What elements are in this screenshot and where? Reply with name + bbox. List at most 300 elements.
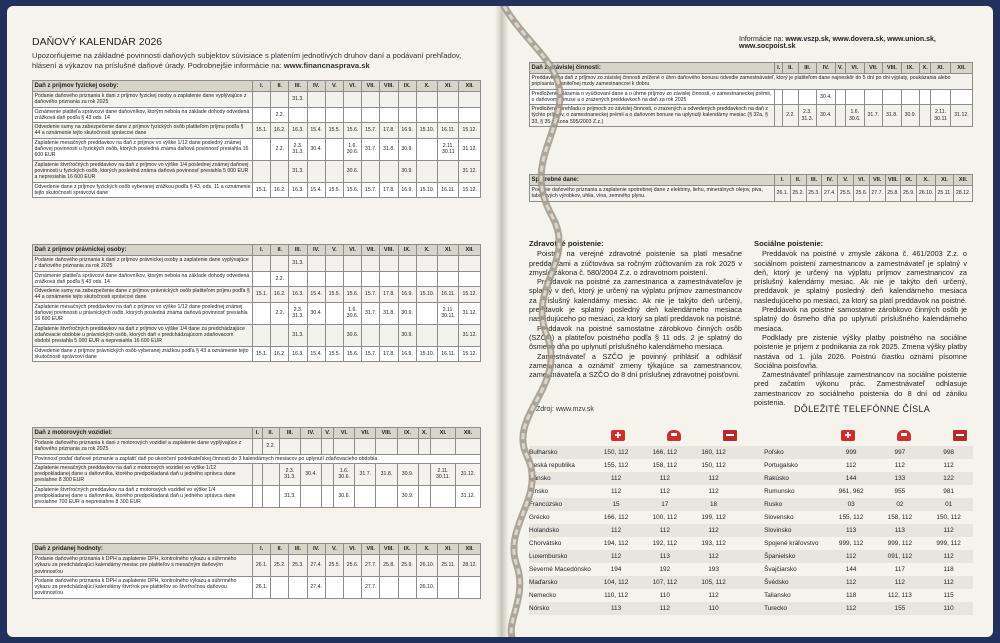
date-cell xyxy=(416,271,438,287)
date-cell: 15.1. xyxy=(253,287,271,303)
intro-link[interactable]: www.financnasprava.sk xyxy=(283,60,370,70)
phone-number: 133 xyxy=(894,475,906,482)
country-name: Chorvátsko xyxy=(529,540,562,547)
row-description: Oznámenie platiteľa správcovi dane daňovníkov, ktorým nebola na základe dohody odvedená zrážková daň podľa § 43 ods. 14 xyxy=(33,271,253,287)
date-cell xyxy=(253,160,271,182)
date-cell xyxy=(380,271,398,287)
month-header: I. xyxy=(775,63,783,74)
date-cell xyxy=(362,256,380,272)
date-cell: 25.8. xyxy=(380,555,398,577)
phone-row xyxy=(529,472,973,485)
date-cell: 2.3. 31.3. xyxy=(798,105,817,127)
phone-number: 01 xyxy=(945,501,953,508)
date-cell: 1.6. 30.6. xyxy=(343,302,361,324)
date-cell xyxy=(418,463,431,485)
month-header: IV. xyxy=(307,544,325,555)
row-span-text: Povinnosť podať daňové priznanie a zaplatiť daň po ukončení podnikateľskej činnosti do 3 kalendárnych mesiacov po uplynutí zdaňovacieho obdobia xyxy=(33,454,481,463)
table-row xyxy=(33,182,481,198)
date-cell: 26.10. xyxy=(416,555,438,577)
section-heading: Daň z príjmov právnickej osoby: xyxy=(33,245,253,256)
month-header: III. xyxy=(806,175,822,186)
date-cell xyxy=(416,302,438,324)
date-cell xyxy=(416,107,438,123)
country-name: Portugalsko xyxy=(764,462,798,469)
table-row xyxy=(33,92,481,108)
section-heading: Spotrebné dane: xyxy=(530,175,775,186)
tax-table-fyzicka-osoba xyxy=(32,80,481,198)
country-name: Maďarsko xyxy=(529,579,558,586)
phone-number: 955 xyxy=(894,488,906,495)
phone-number: 166, 112 xyxy=(603,514,629,521)
date-cell xyxy=(380,160,398,182)
phone-number: 118 xyxy=(943,566,954,573)
date-cell xyxy=(380,324,398,346)
zdravotne-paragraph: Zamestnávateľ a SZČO je povinný prihlásiť a odhlásiť zamestnanca a oznámiť zmeny týkajúce sa zamestnancov, zamestnávateľa a SZČO do 8 dní príslušnej zdravotnej poisťovni. xyxy=(529,351,742,380)
tax-table-dph xyxy=(32,543,481,599)
date-cell: 16.9. xyxy=(398,123,416,139)
date-cell xyxy=(271,92,289,108)
phone-number: 961, 962 xyxy=(838,488,864,495)
date-cell: 27.7. xyxy=(869,186,885,202)
date-cell: 1.6. 30.6. xyxy=(343,138,361,160)
table-row xyxy=(33,324,481,346)
date-cell xyxy=(343,92,361,108)
date-cell: 16.2. xyxy=(271,182,289,198)
phone-number: 112 xyxy=(943,553,954,560)
row-description: Oznámenie platiteľa správcovi dane daňovníkov, ktorým nebola na základe dohody odvedená zrážková daň podľa § 43 ods. 14 xyxy=(33,107,253,123)
month-header: IV. xyxy=(822,175,838,186)
row-description: Zaplatenie štvrťročných preddavkov na daň z príjmov vo výške 1/4 poslednej známej daňovej povinnosti u fyzických osôb, ktorých posledná známa daňová povinnosť presiahla 5 000 EUR a nepresiahla 16 600 EUR xyxy=(33,160,253,182)
date-cell: 17.8. xyxy=(380,287,398,303)
date-cell: 17.8. xyxy=(380,123,398,139)
date-cell: 16.11. xyxy=(438,287,459,303)
month-header: VIII. xyxy=(376,428,397,439)
date-cell: 31.12. xyxy=(459,160,481,182)
table-row xyxy=(33,454,481,463)
date-cell xyxy=(253,92,271,108)
date-cell xyxy=(459,576,481,598)
zdravotne-paragraph: Poistné na verejné zdravotné poistenie sa platí mesačne preddavkami a zúčtováva sa ročným zúčtovaním za rok 2025 v zmysle zákona č. 580/2004 Z.z. o zdravotnom poistení. xyxy=(529,249,742,277)
date-cell xyxy=(271,576,289,598)
date-cell: 15.12. xyxy=(459,346,481,362)
month-header: V. xyxy=(838,175,854,186)
date-cell xyxy=(307,160,325,182)
month-header: I. xyxy=(253,245,271,256)
date-cell: 2.2. xyxy=(271,271,289,287)
section-heading: Daň z príjmov fyzickej osoby: xyxy=(33,81,253,92)
date-cell: 30.4. xyxy=(307,138,325,160)
date-cell: 31.12. xyxy=(459,324,481,346)
month-header: IV. xyxy=(307,81,325,92)
row-description: Podanie daňového priznania k dani z motorových vozidiel a zaplatenie dane vyplývajúce z daňového priznania za rok 2025 xyxy=(33,439,253,455)
month-header: VI. xyxy=(853,175,869,186)
row-description: Podanie daňového priznania k DPH a zaplatenie DPH, kontrolného výkazu a súhrnného výkazu za predchádzajúci kalendárny mesiac pre platiteľov s mesačným daňovým povinnosťou xyxy=(33,555,253,577)
date-cell xyxy=(835,89,845,105)
date-cell xyxy=(253,256,271,272)
date-cell: 2.2. xyxy=(783,105,798,127)
row-description: Predloženie hlásenia o vyúčtovaní dane a o úhrne príjmov zo závislej činnosti, o zamestnaneckej prémii, o daňovom bonuse a o zrazených preddavkoch na daň za rok 2025 xyxy=(530,89,775,105)
date-cell xyxy=(398,576,416,598)
date-cell: 15.10. xyxy=(416,123,438,139)
country-name: Grécko xyxy=(529,514,550,521)
zdravotne-paragraph: Preddavok na poistné za zamestnanca a zamestnávateľov je splatný v deň, ktorý je určený na výplatu príjmov zamestnancov za príslušný kalendárny mesiac. Ak nie je takýto deň určený, preddavok je splatný posledný deň kalendárneho mesiaca nasledujúceho po mesiaci, za ktorý sa platí preddavok na poistné. xyxy=(529,277,742,324)
date-cell xyxy=(322,485,334,507)
phone-number: 144 xyxy=(845,475,857,482)
month-header: V. xyxy=(325,245,343,256)
month-header: IV. xyxy=(307,245,325,256)
month-header: II. xyxy=(271,544,289,555)
month-header: VI. xyxy=(343,544,361,555)
date-cell: 15.12. xyxy=(459,182,481,198)
phone-number: 999, 112 xyxy=(936,540,961,547)
date-cell: 30.9. xyxy=(901,105,920,127)
date-cell xyxy=(322,439,334,455)
date-cell xyxy=(307,92,325,108)
date-cell xyxy=(380,92,398,108)
month-header: X. xyxy=(416,81,438,92)
country-name: Česká republika xyxy=(529,462,575,469)
country-name: Severné Macedónsko xyxy=(529,566,591,573)
month-header: I. xyxy=(253,428,263,439)
table-row xyxy=(33,271,481,287)
phone-number: 113 xyxy=(610,605,622,612)
month-header: V. xyxy=(325,81,343,92)
date-cell xyxy=(334,439,355,455)
date-cell xyxy=(431,439,456,455)
phone-number: 192 xyxy=(659,566,671,573)
month-header: XI. xyxy=(935,175,953,186)
date-cell: 15.12. xyxy=(459,123,481,139)
month-header: XII. xyxy=(950,63,972,74)
phone-number: 110, 112 xyxy=(604,592,629,599)
date-cell xyxy=(416,92,438,108)
phone-number: 100, 112 xyxy=(652,514,678,521)
phone-row xyxy=(529,537,973,550)
date-cell: 30.9. xyxy=(398,324,416,346)
month-header: VIII. xyxy=(380,81,398,92)
section-heading: Daň z pridanej hodnoty: xyxy=(33,544,253,555)
row-description: Predloženie prehľadu o príjmoch zo závislej činnosti, o zrazených a odvedených preddavkoch na daň z týchto príjmov, o zamestnaneckej prémii a o daňovom bonuse na uplynulý kalendárny mesiac (§ 32a, § 33, § 35 zákona 595/2003 Z.z.) xyxy=(530,105,775,127)
date-cell: 15.4. xyxy=(307,287,325,303)
country-name: Holandsko xyxy=(529,527,560,534)
date-cell: 25.9. xyxy=(901,186,917,202)
date-cell xyxy=(835,105,845,127)
phone-number: 112 xyxy=(708,527,719,534)
phone-number: 18 xyxy=(710,501,718,508)
date-cell: 31.3. xyxy=(289,256,307,272)
table-row xyxy=(33,123,481,139)
zdravotne-heading: Zdravotné poistenie: xyxy=(529,239,604,248)
month-header: II. xyxy=(262,428,279,439)
date-cell: 31.3. xyxy=(289,324,307,346)
month-header: X. xyxy=(917,175,936,186)
month-header: VII. xyxy=(362,544,380,555)
date-cell: 16.9. xyxy=(398,182,416,198)
country-name: Francúzsko xyxy=(529,501,563,508)
source-note: Zdroj: www.mzv.sk xyxy=(536,406,594,413)
date-cell: 15.6. xyxy=(343,287,361,303)
date-cell: 30.9. xyxy=(398,160,416,182)
date-cell xyxy=(343,271,361,287)
month-header: III. xyxy=(289,544,307,555)
date-cell xyxy=(271,256,289,272)
date-cell: 26.10. xyxy=(917,186,936,202)
phone-number: 193, 112 xyxy=(701,540,726,547)
date-cell xyxy=(301,439,322,455)
phone-row xyxy=(529,589,973,602)
month-header: VIII. xyxy=(883,63,902,74)
phone-number: 113 xyxy=(894,527,905,534)
date-cell xyxy=(289,271,307,287)
date-cell: 16.3. xyxy=(289,123,307,139)
date-cell xyxy=(418,439,431,455)
date-cell: 30.6. xyxy=(334,485,355,507)
date-cell: 2.11. 30.11. xyxy=(431,463,456,485)
phone-number: 112 xyxy=(894,462,905,469)
table-row xyxy=(33,138,481,160)
date-cell: 31.7. xyxy=(362,138,380,160)
phone-number: 112 xyxy=(708,592,719,599)
date-cell: 30.4. xyxy=(301,463,322,485)
info-label: Informácie na: xyxy=(739,36,784,43)
date-cell: 27.7. xyxy=(362,555,380,577)
date-cell: 17.8. xyxy=(380,182,398,198)
month-header: I. xyxy=(253,81,271,92)
tax-table-zavisla-cinnost xyxy=(529,62,973,127)
table-row xyxy=(33,302,481,324)
phone-number: 155 xyxy=(894,605,906,612)
country-name: Slovensko xyxy=(764,514,794,521)
month-header: VIII. xyxy=(885,175,901,186)
date-cell xyxy=(901,89,920,105)
phone-number: 155, 112 xyxy=(838,514,864,521)
phone-number: 999 xyxy=(845,449,857,456)
table-row xyxy=(33,160,481,182)
table-row xyxy=(33,485,481,507)
phone-row xyxy=(529,446,973,459)
phone-number: 997 xyxy=(894,449,906,456)
date-cell xyxy=(416,256,438,272)
table-row xyxy=(33,439,481,455)
date-cell: 25.11. xyxy=(935,186,953,202)
date-cell: 2.2. xyxy=(271,302,289,324)
date-cell: 2.2. xyxy=(271,138,289,160)
country-name: Slovinsko xyxy=(764,527,792,534)
month-header: II. xyxy=(790,175,806,186)
date-cell: 25.6. xyxy=(853,186,869,202)
phone-number: 981 xyxy=(943,488,954,495)
month-header: XI. xyxy=(438,544,459,555)
intro-text xyxy=(32,51,487,70)
date-cell: 15.5. xyxy=(325,182,343,198)
date-cell xyxy=(798,89,817,105)
section-heading: Daň zo závislej činnosti: xyxy=(530,63,775,74)
date-cell: 26.10. xyxy=(416,576,438,598)
phone-number: 112 xyxy=(610,527,622,534)
date-cell: 16.3. xyxy=(289,182,307,198)
date-cell: 15.5. xyxy=(325,346,343,362)
info-urls[interactable]: www.vszp.sk, www.dovera.sk, www.union.sk, www.socpoist.sk xyxy=(739,36,936,50)
month-header: XI. xyxy=(931,63,951,74)
country-name: Rakúsko xyxy=(764,475,789,482)
date-cell: 25.3. xyxy=(289,555,307,577)
table-row xyxy=(33,555,481,577)
date-cell: 31.7. xyxy=(362,302,380,324)
month-header: IX. xyxy=(901,175,917,186)
date-cell: 1.6. 30.6. xyxy=(334,463,355,485)
date-cell xyxy=(397,439,418,455)
country-name: Dánsko xyxy=(529,475,551,482)
date-cell: 31.7. xyxy=(864,105,883,127)
date-cell: 2.3. 31.3. xyxy=(289,302,307,324)
phone-number: 158, 112 xyxy=(887,514,913,521)
month-header: VII. xyxy=(869,175,885,186)
page-title: DAŇOVÝ KALENDÁR 2026 xyxy=(32,36,163,48)
row-description: Zaplatenie štvrťročných preddavkov na daň z motorových vozidiel vo výške 1/4 predpokladanej dane u daňovníka, ktorého predpokladaná daň u jedného správcu dane presiahne 700 EUR a nepresiahne 8 300 EUR xyxy=(33,485,253,507)
phone-number: 150, 112 xyxy=(701,462,726,469)
row-description: Podanie daňového priznania k dani z príjmov právnickej osoby a zaplatenie dane vyplývajúce z daňového priznania za rok 2025 xyxy=(33,256,253,272)
date-cell xyxy=(325,107,343,123)
date-cell xyxy=(289,107,307,123)
date-cell: 2.2. xyxy=(262,439,279,455)
phone-number: 03 xyxy=(847,501,855,508)
date-cell: 15.1. xyxy=(253,123,271,139)
date-cell xyxy=(883,89,902,105)
phone-number: 112 xyxy=(846,605,857,612)
country-name: Turecko xyxy=(764,605,787,612)
date-cell xyxy=(950,89,972,105)
date-cell xyxy=(438,107,459,123)
date-cell: 28.12. xyxy=(954,186,973,202)
date-cell: 15.7. xyxy=(362,123,380,139)
date-cell: 2.3. 31.3. xyxy=(289,138,307,160)
month-header: VIII. xyxy=(380,245,398,256)
date-cell xyxy=(438,576,459,598)
table-row xyxy=(33,107,481,123)
zdravotne-paragraph: Preddavok na poistné samostatne zárobkovo činných osôb (SZČO) a platiteľov poistného podľa § 11 ods. 2 je splatný do ôsmeho dňa po uplynutí príslušného kalendárneho mesiaca. xyxy=(529,323,742,352)
row-description: Podanie daňového priznania k DPH a zaplatenie DPH, kontrolného výkazu a súhrnného výkazu za predchádzajúci kalendárny štvrťrok pre platiteľov so štvrťročnou daňovou povinnosťou xyxy=(33,576,253,598)
month-header: VI. xyxy=(343,81,361,92)
date-cell xyxy=(398,256,416,272)
date-cell: 16.2. xyxy=(271,346,289,362)
month-header: IX. xyxy=(398,245,416,256)
date-cell: 27.4. xyxy=(822,186,838,202)
socialne-heading: Sociálne poistenie: xyxy=(754,239,824,248)
month-header: VII. xyxy=(362,245,380,256)
date-cell xyxy=(289,576,307,598)
date-cell xyxy=(253,271,271,287)
date-cell: 30.6. xyxy=(343,160,361,182)
country-name: Rusko xyxy=(764,501,783,508)
phone-number: 104, 112 xyxy=(603,579,629,586)
date-cell xyxy=(438,256,459,272)
country-name: Švajčiarsko xyxy=(764,566,797,573)
date-cell: 26.1. xyxy=(253,576,271,598)
phone-number: 112 xyxy=(708,475,719,482)
date-cell: 30.9. xyxy=(398,138,416,160)
open-calendar-book xyxy=(7,6,993,637)
month-header: V. xyxy=(325,544,343,555)
date-cell: 15.4. xyxy=(307,346,325,362)
date-cell: 16.9. xyxy=(398,287,416,303)
row-description: Odvedenie sumy na zabezpečenie dane z príjmov fyzických osôb platiteľom príjmu podľa § 44 a oznámenie tejto skutočnosti správcovi dane xyxy=(33,123,253,139)
phone-row xyxy=(529,459,973,472)
month-header: II. xyxy=(271,245,289,256)
phone-number: 113 xyxy=(846,527,857,534)
date-cell xyxy=(380,107,398,123)
date-cell xyxy=(380,256,398,272)
phone-number: 110 xyxy=(708,605,719,612)
date-cell xyxy=(307,271,325,287)
phone-number: 166, 112 xyxy=(652,449,678,456)
date-cell: 31.3. xyxy=(289,160,307,182)
date-cell xyxy=(253,463,263,485)
date-cell xyxy=(253,302,271,324)
date-cell: 30.9. xyxy=(397,485,418,507)
tax-table-spotrebne-dane xyxy=(529,174,973,202)
date-cell: 31.3. xyxy=(279,485,300,507)
left-page xyxy=(7,6,495,637)
month-header: VII. xyxy=(362,81,380,92)
date-cell: 25.2. xyxy=(790,186,806,202)
date-cell: 30.6. xyxy=(343,324,361,346)
phone-row xyxy=(529,602,973,615)
date-cell xyxy=(262,463,279,485)
date-cell xyxy=(343,256,361,272)
month-header: VI. xyxy=(334,428,355,439)
date-cell: 2.2. xyxy=(271,107,289,123)
country-name: Rumunsko xyxy=(764,488,795,495)
date-cell xyxy=(253,485,263,507)
month-header: XII. xyxy=(954,175,973,186)
row-description: Odvedenie dane z príjmov právnických osôb vyberanej zrážkou podľa § 43 a oznámenie tejto skutočnosti správcovi dane xyxy=(33,346,253,362)
date-cell: 28.12. xyxy=(459,555,481,577)
date-cell: 27.4. xyxy=(307,576,325,598)
phone-number: 112 xyxy=(659,488,670,495)
table-row xyxy=(33,463,481,485)
date-cell xyxy=(307,256,325,272)
phone-number: 112 xyxy=(610,475,622,482)
date-cell: 15.6. xyxy=(343,182,361,198)
date-cell xyxy=(438,271,459,287)
date-cell: 15.10. xyxy=(416,287,438,303)
phone-number: 112 xyxy=(943,462,954,469)
phone-number: 160, 112 xyxy=(701,449,726,456)
book-gutter xyxy=(495,6,509,637)
country-name: Taliansko xyxy=(764,592,791,599)
date-cell xyxy=(271,160,289,182)
police-icon xyxy=(897,430,911,441)
phone-number: 112 xyxy=(659,527,670,534)
date-cell xyxy=(459,271,481,287)
month-header: X. xyxy=(418,428,431,439)
date-cell xyxy=(362,107,380,123)
socialne-poistenie-column xyxy=(754,239,967,407)
month-header: XII. xyxy=(459,81,481,92)
month-header: X. xyxy=(416,245,438,256)
phone-number: 107, 112 xyxy=(652,579,678,586)
date-cell xyxy=(325,302,343,324)
date-cell xyxy=(343,107,361,123)
date-cell xyxy=(253,138,271,160)
month-header: XI. xyxy=(438,245,459,256)
phone-row xyxy=(529,563,973,576)
phone-number: 02 xyxy=(896,501,904,508)
date-cell: 15.1. xyxy=(253,346,271,362)
month-header: IV. xyxy=(817,63,836,74)
date-cell: 16.2. xyxy=(271,287,289,303)
tax-table-motorove-vozidla xyxy=(32,427,481,508)
